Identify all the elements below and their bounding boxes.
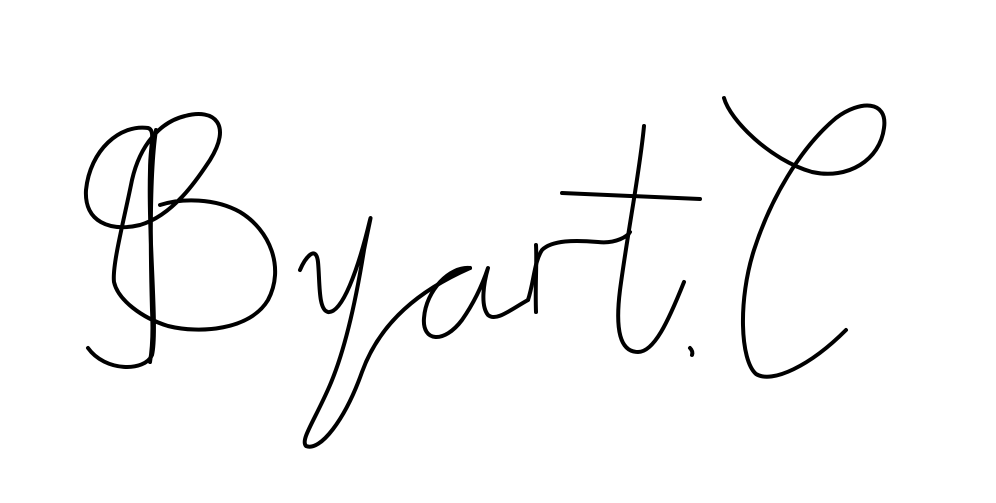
- stroke-r-stem: [536, 245, 537, 312]
- stroke-period: [690, 348, 692, 355]
- stroke-t-cross: [562, 193, 700, 199]
- stroke-b-loop: [86, 114, 275, 367]
- stroke-a: [424, 268, 528, 337]
- stroke-c: [724, 98, 884, 377]
- signature-strokes: [86, 98, 884, 447]
- stroke-r: [528, 232, 630, 300]
- stroke-t-stem: [618, 126, 684, 352]
- stroke-y: [300, 218, 470, 447]
